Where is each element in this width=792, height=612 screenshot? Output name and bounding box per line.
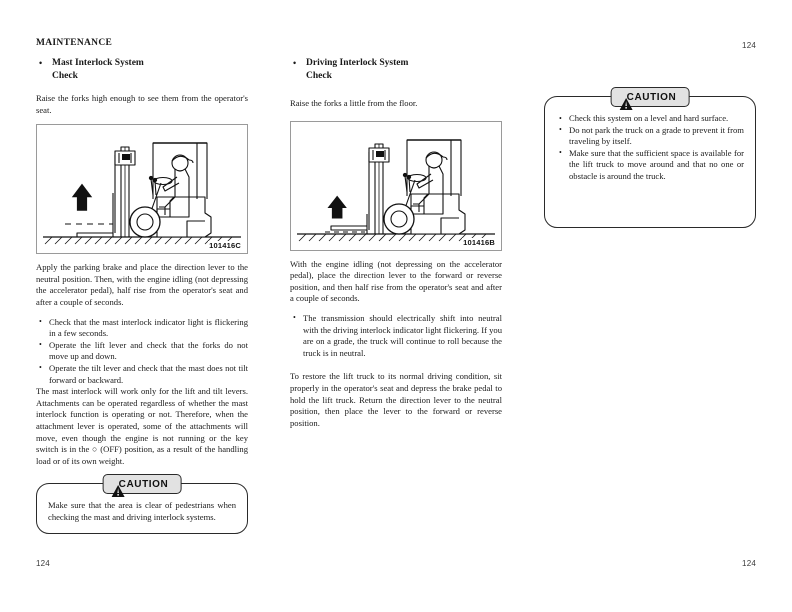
bullet-glyph: • — [293, 313, 296, 323]
list-item-text: Check that the mast interlock indicator light is flickering in a few seconds. — [49, 316, 248, 339]
page-number-top-right: 124 — [742, 41, 756, 50]
figure-label: 101416B — [463, 237, 495, 247]
page-number-bottom-right: 124 — [742, 559, 756, 568]
bullet-glyph: • — [39, 340, 42, 350]
section-heading-line2: Check — [52, 70, 78, 81]
list-item — [556, 148, 744, 183]
running-head: MAINTENANCE — [36, 38, 113, 48]
list-item-text: Operate the tilt lever and check that the mast does not tilt forward or backward. — [49, 362, 248, 385]
list-item-text: Make sure that the sufficient space is available for the lift truck to move around and that no one or obstacle is around the truck. — [569, 147, 744, 181]
forklift-raised-forks-illustration — [37, 125, 247, 253]
caution-header — [103, 474, 182, 494]
bullet-glyph: • — [39, 317, 42, 327]
middle-column — [290, 38, 502, 437]
left-paragraph-1: Apply the parking brake and place the direction lever to the neutral position. Then, with the engine idling (not depressing the accelerator pedal), half rise from the operator's seat and after a couple of seconds. — [36, 262, 248, 307]
section-heading-mast-interlock — [36, 57, 248, 82]
caution-list — [556, 113, 744, 183]
list-item — [36, 340, 248, 363]
middle-check-list — [290, 313, 502, 359]
section-heading-line1: Mast Interlock System — [52, 58, 144, 68]
caution-content — [556, 113, 744, 183]
section-heading-driving-interlock — [290, 57, 502, 82]
list-item — [556, 113, 744, 125]
caution-content — [48, 500, 236, 523]
bullet-glyph: • — [39, 58, 43, 68]
left-paragraph-2: The mast interlock will work only for the lift and tilt levers. Attachments can be operated regardless of whether the mast interlock function is operating or not. Therefore, when the attachment lever is operated, some of the attachments will move, even though the engine is not running or the key switch is in the ○ (OFF) position, as a result of the handling load or of its own weight. — [36, 386, 248, 466]
caution-title: CAUTION — [626, 91, 677, 103]
middle-intro-paragraph: Raise the forks a little from the floor. — [290, 98, 418, 108]
bullet-glyph: • — [559, 125, 562, 135]
figure-mast-interlock — [36, 124, 248, 254]
caution-frame — [544, 96, 756, 228]
forklift-lowered-forks-illustration — [291, 122, 501, 250]
left-column — [36, 38, 248, 534]
bullet-glyph: • — [293, 58, 297, 68]
caution-box-right — [544, 91, 756, 228]
list-item-text: Operate the lift lever and check that the forks do not move up and down. — [49, 339, 248, 362]
caution-title: CAUTION — [118, 478, 169, 490]
section-heading-line2: Check — [306, 70, 332, 81]
left-check-list — [36, 317, 248, 387]
bullet-glyph: • — [39, 363, 42, 373]
list-item — [556, 125, 744, 148]
bullet-glyph: • — [559, 148, 562, 158]
list-item-text: Do not park the truck on a grade to prevent it from traveling by itself. — [569, 124, 744, 147]
list-item — [290, 313, 502, 359]
left-intro-paragraph: Raise the forks high enough to see them from the operator's seat. — [36, 93, 248, 115]
caution-text: Make sure that the area is clear of pedestrians when checking the mast and driving interlock systems. — [48, 500, 236, 522]
bullet-glyph: • — [559, 113, 562, 123]
middle-paragraph-2: To restore the lift truck to its normal driving condition, sit properly in the operator's seat and depress the brake pedal to hold the lift truck. Return the direction lever to the neutral position, then place the lever to the forward or reverse position. — [290, 371, 502, 428]
caution-box-left — [36, 478, 248, 534]
caution-header — [611, 87, 690, 107]
figure-label: 101416C — [209, 241, 241, 251]
list-item-text: The transmission should electrically shift into neutral with the driving interlock indicator light flickering. If you are on a grade, the truck will continue to roll because the truck is in neutral. — [303, 312, 502, 358]
list-item — [36, 363, 248, 386]
page-number-bottom-left: 124 — [36, 559, 50, 568]
figure-driving-interlock — [290, 121, 502, 251]
list-item-text: Check this system on a level and hard surface. — [569, 113, 729, 123]
list-item — [36, 317, 248, 340]
middle-paragraph-1: With the engine idling (not depressing on the accelerator pedal), place the direction lever to the forward or reverse position, and then half rise from the operator's seat and after a couple of seconds. — [290, 258, 502, 304]
section-heading-line1: Driving Interlock System — [306, 58, 409, 68]
right-column — [544, 91, 756, 228]
